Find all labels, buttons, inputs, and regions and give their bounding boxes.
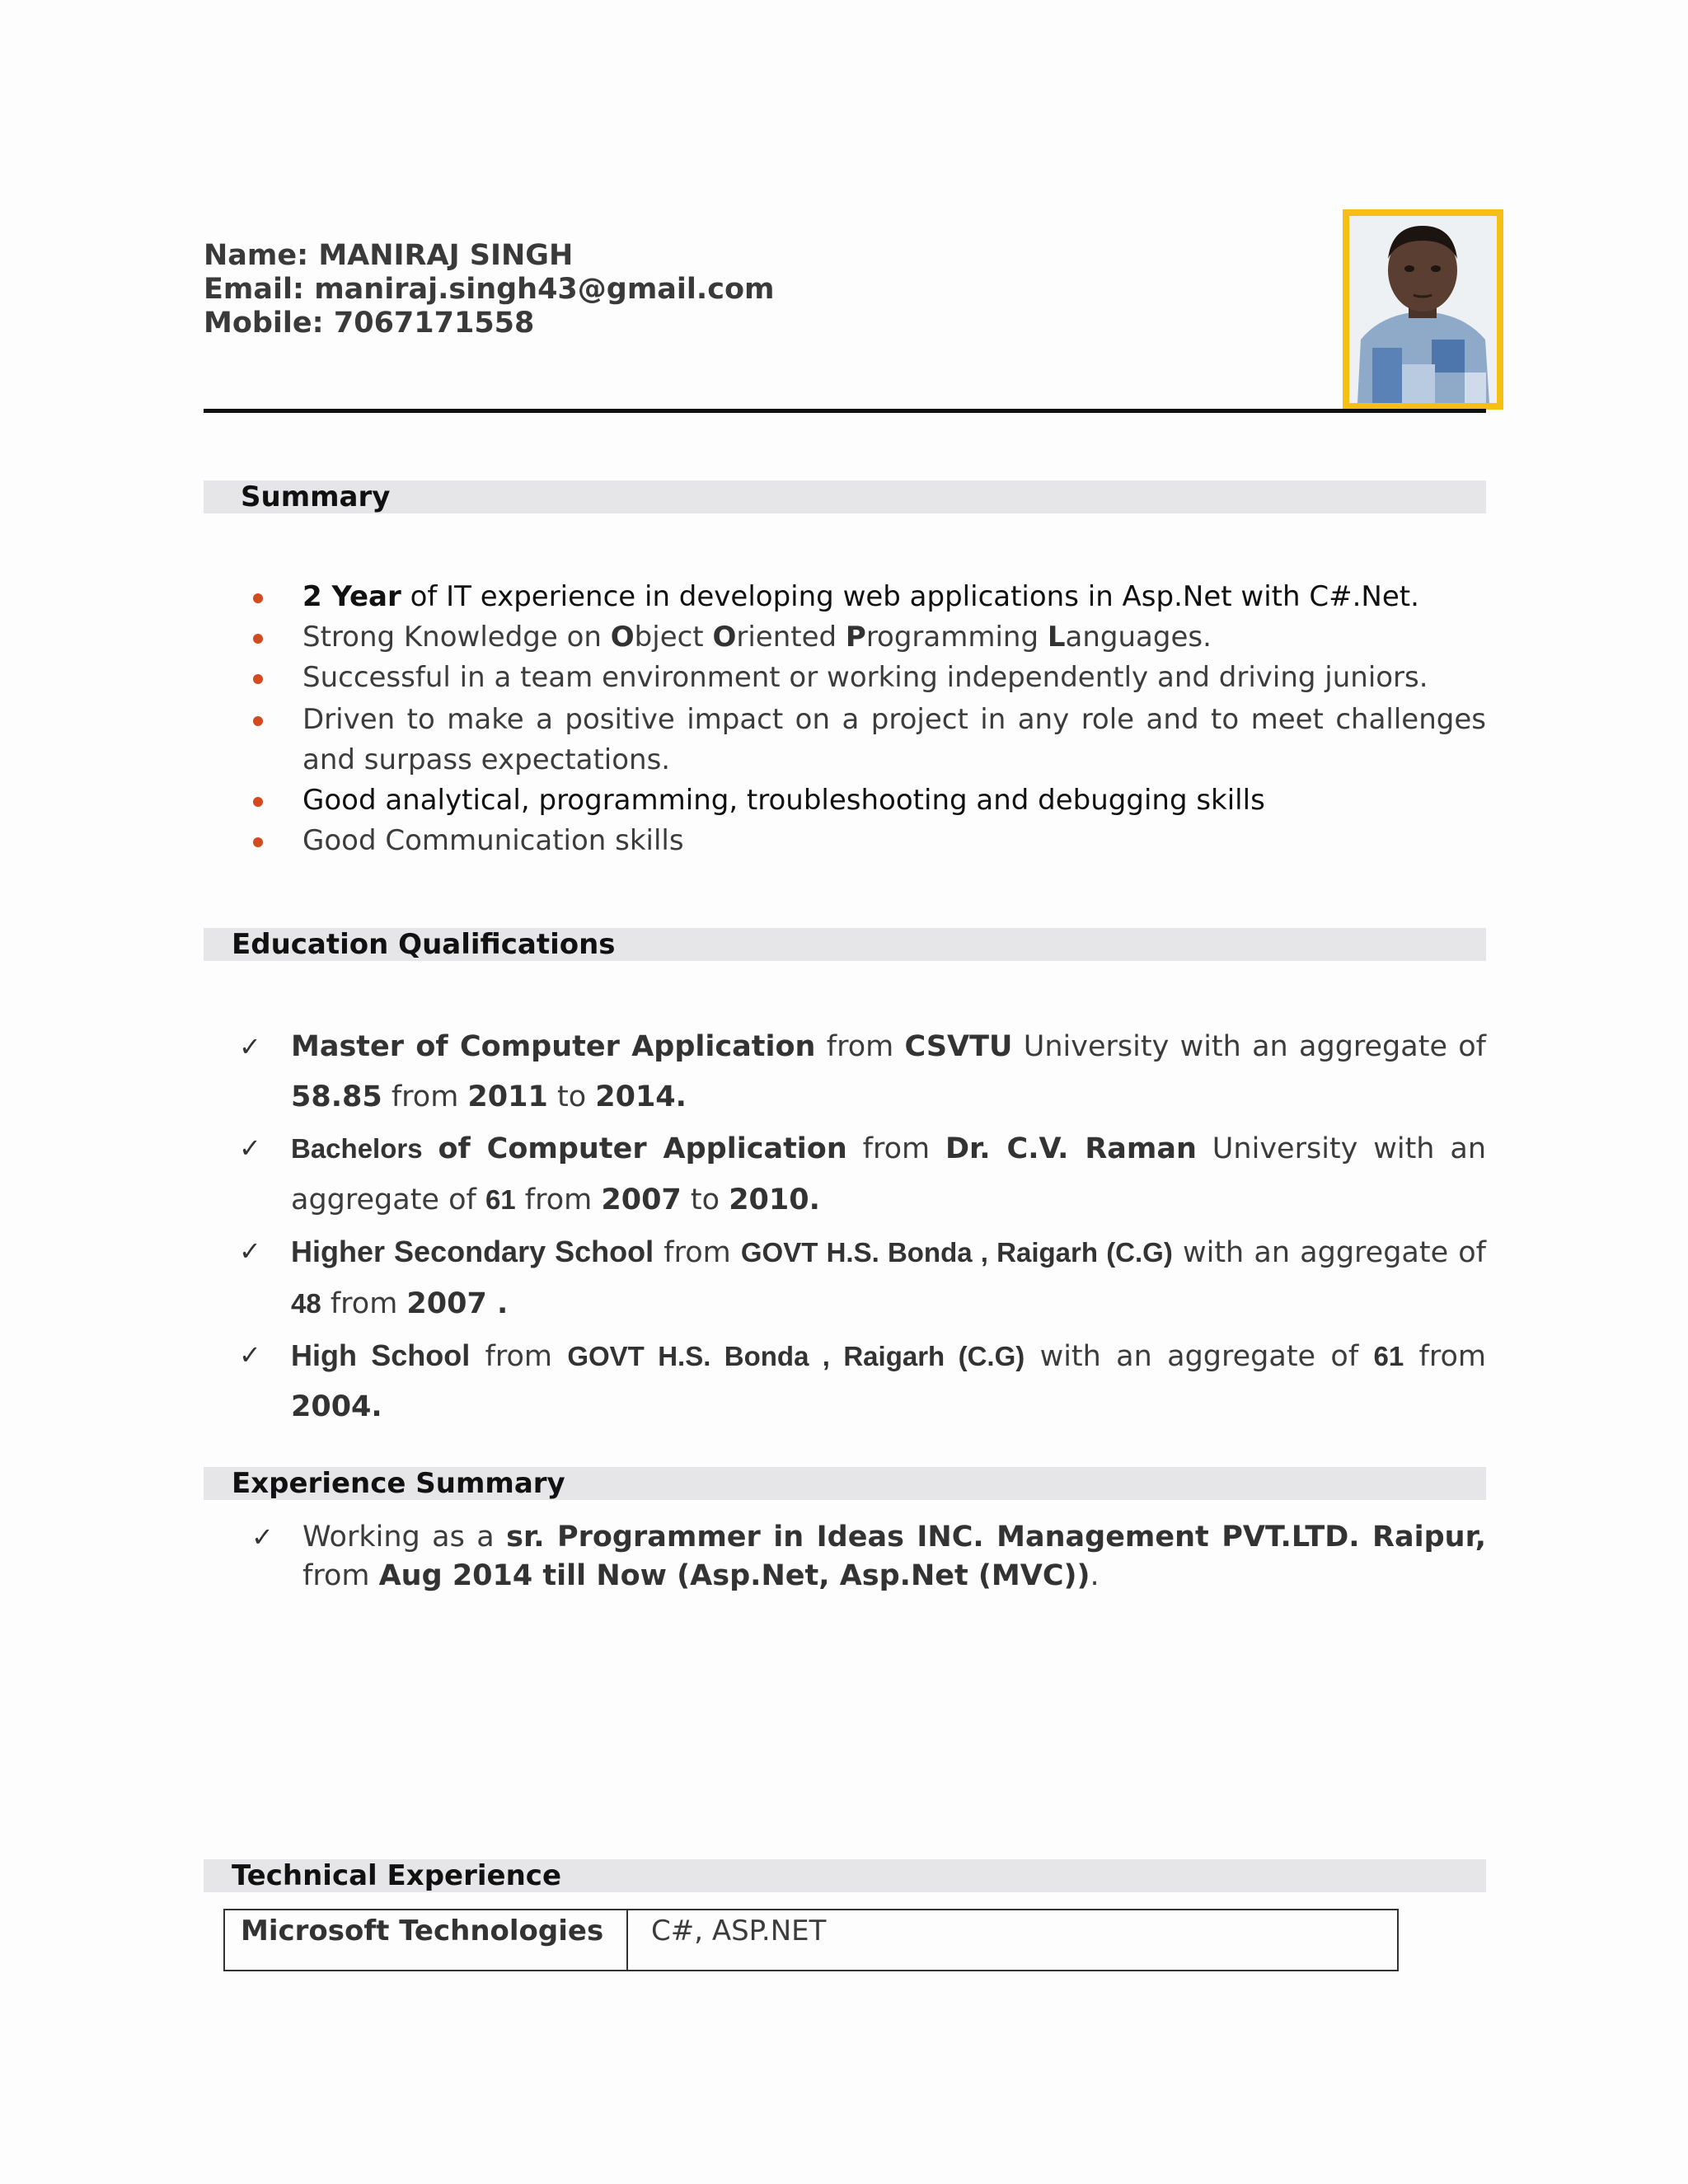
education-list [239, 1022, 1486, 1433]
checkmark-icon: ✓ [239, 1235, 261, 1267]
list-item-emphasis: O [712, 621, 737, 654]
end-year: 2004. [291, 1390, 382, 1423]
email-row [204, 273, 774, 307]
list-item-text: from [846, 1132, 945, 1165]
summary-heading: Summary [204, 480, 1486, 513]
list-item-text: . [1090, 1559, 1100, 1592]
aggregate-value: 58.85 [291, 1080, 382, 1113]
bullet-icon [253, 674, 263, 684]
name-row [204, 239, 774, 273]
checkmark-icon: ✓ [239, 1031, 261, 1062]
list-item-text: Successful in a team environment or working independently and driving juniors. [302, 661, 1428, 694]
list-item [247, 577, 1486, 617]
list-item-text: from [382, 1080, 468, 1113]
list-item-text: University with an aggregate of [291, 1132, 1486, 1216]
school-name: GOVT H.S. Bonda , Raigarh (C.G) [567, 1341, 1025, 1371]
list-item-text: from [321, 1287, 407, 1320]
list-item-text [423, 1132, 438, 1165]
list-item-text: riented [736, 621, 846, 654]
list-item-text: Working as a [302, 1521, 507, 1554]
end-year: 2007 . [406, 1287, 509, 1320]
table-cell-value: C#, ASP.NET [651, 1915, 827, 1947]
list-item [239, 1022, 1486, 1122]
list-item-text: from [815, 1030, 905, 1063]
list-item [247, 658, 1486, 698]
list-item-text: University with an aggregate of [1012, 1030, 1487, 1063]
experience-list [251, 1518, 1486, 1596]
list-item-text: from [654, 1236, 741, 1269]
end-year: 2010. [729, 1183, 820, 1216]
list-item-text: anguages. [1065, 621, 1212, 654]
university-name: Dr. C.V. Raman [945, 1132, 1197, 1165]
degree-name: High School [291, 1338, 471, 1372]
job-title: sr. Programmer in Ideas INC. Management PVT.LTD. Raipur, [506, 1521, 1486, 1554]
list-item-text: of IT experience in developing web applications in Asp.Net with C#.Net. [401, 580, 1419, 613]
technical-table [223, 1909, 1399, 1971]
technical-heading: Technical Experience [204, 1859, 1486, 1892]
list-item-emphasis: O [610, 621, 635, 654]
start-year: 2007 [601, 1183, 682, 1216]
degree-name: Higher Secondary School [291, 1235, 654, 1268]
list-item-text: from [1404, 1340, 1486, 1373]
list-item-text: Strong Knowledge on [302, 621, 611, 654]
experience-heading: Experience Summary [204, 1467, 1486, 1500]
degree-name: Bachelors [291, 1133, 423, 1164]
list-item-text: to [681, 1183, 729, 1216]
list-item [247, 700, 1486, 780]
list-item-text: Good analytical, programming, troubleshooting and debugging skills [302, 784, 1265, 817]
list-item [239, 1330, 1486, 1432]
table-cell-label: Microsoft Technologies [225, 1910, 628, 1970]
name-label: Name: [204, 239, 309, 272]
contact-block [204, 239, 774, 340]
job-duration: Aug 2014 till Now (Asp.Net, Asp.Net (MVC)) [378, 1559, 1090, 1592]
aggregate-value: 61 [485, 1184, 516, 1215]
list-item-text: to [547, 1080, 596, 1113]
bullet-icon [253, 716, 263, 726]
list-item-text: with an aggregate of [1172, 1236, 1486, 1269]
university-name: CSVTU [904, 1030, 1013, 1063]
bullet-icon [253, 593, 263, 603]
mobile-label: Mobile: [204, 307, 324, 340]
checkmark-icon: ✓ [239, 1132, 261, 1164]
list-item [247, 780, 1486, 821]
degree-name: of Computer Application [438, 1132, 847, 1165]
list-item-text: from [470, 1340, 568, 1373]
aggregate-value: 48 [291, 1288, 321, 1319]
school-name: GOVT H.S. Bonda , Raigarh (C.G) [740, 1237, 1173, 1268]
summary-list [247, 577, 1486, 861]
degree-name: Master of Computer Application [291, 1030, 816, 1063]
person-portrait-icon [1349, 216, 1497, 403]
list-item-text: Driven to make a positive impact on a project in any role and to meet challenges and surpass expectations. [302, 703, 1486, 776]
bullet-icon [253, 797, 263, 807]
list-item-emphasis: P [845, 621, 866, 654]
header-divider [204, 409, 1486, 413]
checkmark-icon: ✓ [251, 1521, 274, 1553]
aggregate-value: 61 [1373, 1341, 1404, 1371]
start-year: 2011 [467, 1080, 548, 1113]
list-item-text: from [515, 1183, 602, 1216]
education-heading: Education Qualifications [204, 928, 1486, 961]
bullet-icon [253, 634, 263, 644]
email-value: maniraj.singh43@gmail.com [314, 273, 775, 306]
mobile-value: 7067171558 [333, 307, 535, 340]
candidate-name: MANIRAJ SINGH [318, 239, 574, 272]
list-item [239, 1226, 1486, 1329]
list-item-text: with an aggregate of [1025, 1340, 1374, 1373]
mobile-row [204, 307, 774, 340]
list-item-text: bject [634, 621, 713, 654]
list-item-text: from [302, 1559, 379, 1592]
list-item [247, 617, 1486, 658]
bullet-icon [253, 837, 263, 847]
list-item-text: Good Communication skills [302, 824, 684, 857]
list-item-text: rogramming [865, 621, 1048, 654]
checkmark-icon: ✓ [239, 1339, 261, 1371]
profile-photo [1343, 209, 1503, 410]
list-item [251, 1518, 1486, 1596]
list-item-emphasis: L [1047, 621, 1066, 654]
email-label: Email: [204, 273, 304, 306]
list-item [247, 821, 1486, 861]
experience-years: 2 Year [302, 580, 401, 613]
end-year: 2014. [595, 1080, 687, 1113]
list-item [239, 1123, 1486, 1226]
